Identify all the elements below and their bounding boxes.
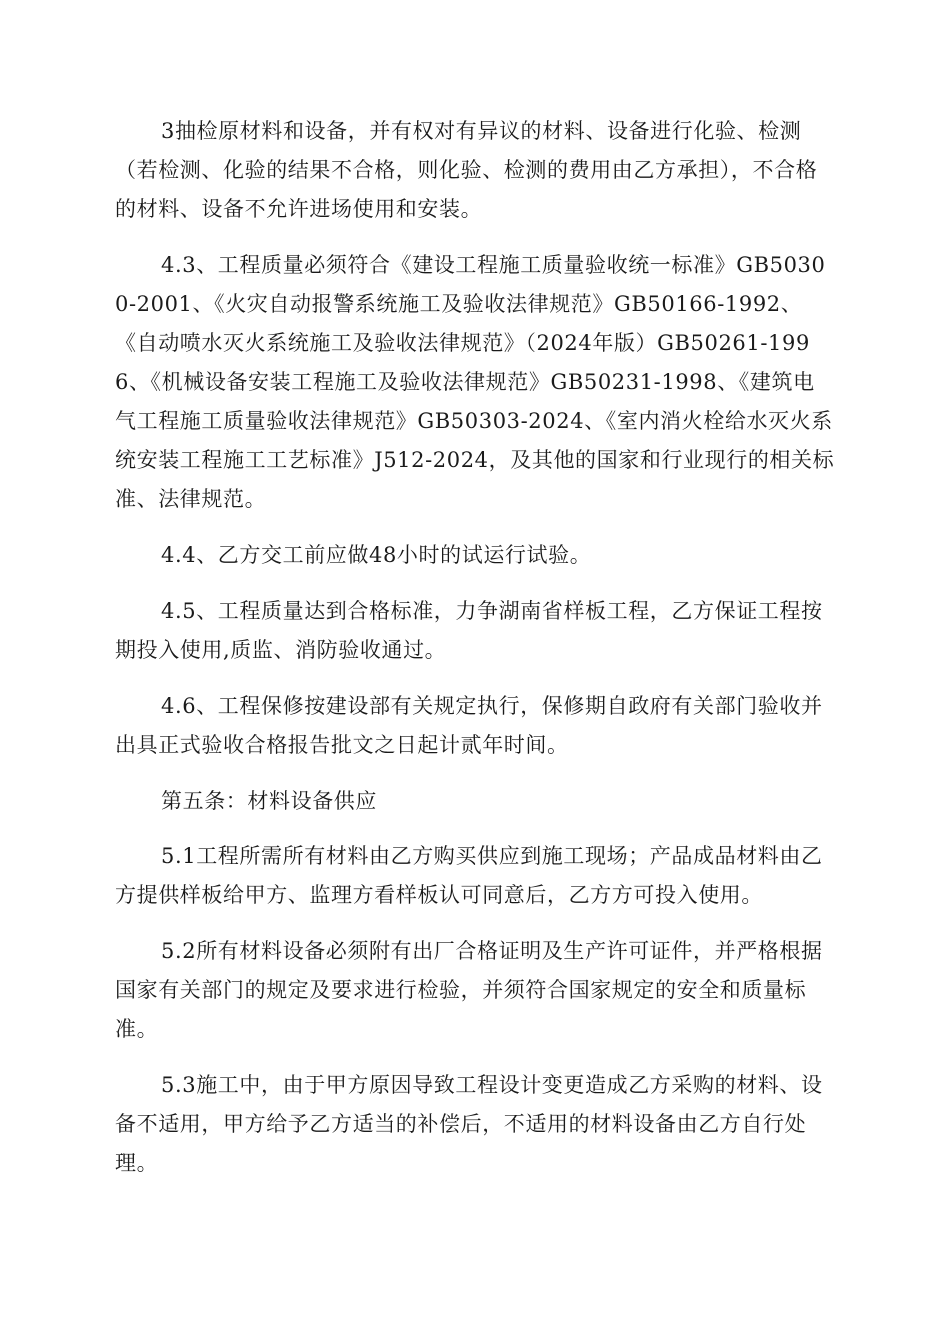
paragraph-4-5-quality-target: 4.5、工程质量达到合格标准，力争湖南省样板工程，乙方保证工程按期投入使用,质监、消防验收通过。 [115,599,823,662]
paragraph-4-6-warranty: 4.6、工程保修按建设部有关规定执行，保修期自政府有关部门验收并出具正式验收合格报告批文之日起计贰年时间。 [115,694,823,757]
paragraph-4-3-quality-standards: 4.3、工程质量必须符合《建设工程施工质量验收统一标准》GB50300-2001、《火灾自动报警系统施工及验收法律规范》GB50166-1992、《自动喷水灭火系统施工及验收法律规范》（2024年版）GB50261-1996、《机械设备安装工程施工及验收法律规范》GB50231-1998、《建筑电气工程施工质量验收法律规范》GB50303-2024、《室内消火栓给水灭火系统安装工程施工工艺标准》J512-2024，及其他的国家和行业现行的相关标准、法律规范。 [115,253,835,511]
paragraph-5-3-design-change: 5.3施工中，由于甲方原因导致工程设计变更造成乙方采购的材料、设备不适用，甲方给予乙方适当的补偿后，不适用的材料设备由乙方自行处理。 [115,1073,823,1175]
paragraph-5-2-certification: 5.2所有材料设备必须附有出厂合格证明及生产许可证件，并严格根据国家有关部门的规定及要求进行检验，并须符合国家规定的安全和质量标准。 [115,939,823,1041]
paragraph-4-4-trial-run: 4.4、乙方交工前应做48小时的试运行试验。 [161,543,592,567]
document-body [115,112,835,1200]
paragraph-material-inspection: 3抽检原材料和设备，并有权对有异议的材料、设备进行化验、检测（若检测、化验的结果不合格，则化验、检测的费用由乙方承担），不合格的材料、设备不允许进场使用和安装。 [115,119,818,221]
paragraph-5-1-material-supply: 5.1工程所需所有材料由乙方购买供应到施工现场；产品成品材料由乙方提供样板给甲方、监理方看样板认可同意后，乙方方可投入使用。 [115,844,823,907]
section-heading-article-5: 第五条：材料设备供应 [161,789,377,813]
